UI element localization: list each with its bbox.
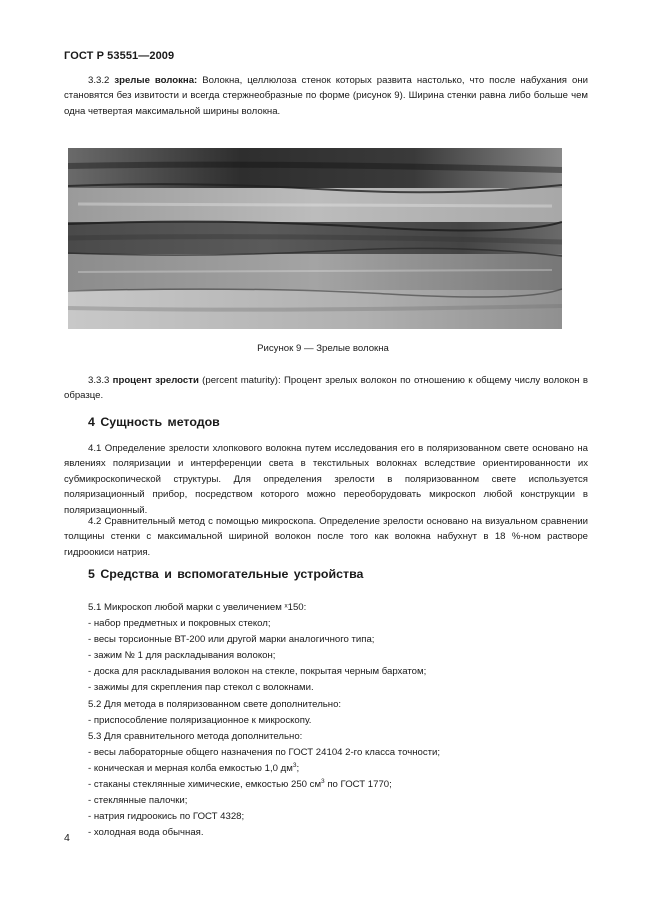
paragraph-4-2: 4.2 Сравнительный метод с помощью микроскопа. Определение зрелости основано на визуальном сравнении толщины стенки с максимальной шириной волокон после того как волокна набухнут в 18 %-ном растворе гидроокиси натрия. [64,516,588,558]
list-item: - набор предметных и покровных стекол; [88,618,271,630]
list-item: - весы лабораторные общего назначения по ГОСТ 24104 2-го класса точности; [88,746,441,758]
clause-text: Волокна, целлюлоза стенок которых развита настолько, что после набухания они становятся без извитости и всегда стержнеобразные по форме (рисунок 9). Ширина стенки равна либо больше чем одна четвертая максимальной ширины волокна. [64,75,588,117]
list-item: - стеклянные палочки; [88,795,188,807]
list-item: - зажим № 1 для раскладывания волокон; [88,650,276,662]
figure-caption: Рисунок 9 — Зрелые волокна [257,343,389,354]
clause-3-3-2 [64,73,588,119]
page-number: 4 [64,832,70,844]
clause-term: процент зрелости [112,375,199,386]
list-item-text: - коническая и мерная колба емкостью 1,0 дм [88,762,293,774]
list-item: 5.3 Для сравнительного метода дополнительно: [88,730,303,742]
superscript: 3 [292,761,297,769]
superscript: 3 [321,778,325,786]
list-item: - доска для раскладывания волокон на стекле, покрытая черным бархатом; [88,666,427,678]
equipment-list [88,600,558,841]
list-item: - весы торсионные ВТ-200 или другой марки аналогичного типа; [88,634,375,646]
section-4-title: 4 Сущность методов [88,415,220,429]
clause-text: Процент зрелых волокон по отношению к общему числу волокон в образце. [64,375,588,402]
clause-number: 3.3.3 [88,375,110,386]
list-item: 5.2 Для метода в поляризованном свете дополнительно: [88,698,342,710]
list-item: 5.1 Микроскоп любой марки с увеличением ˣ150: [88,602,307,613]
list-item-text: - стаканы стеклянные химические, емкостью 250 см [88,779,322,791]
list-item: - зажимы для скрепления пар стекол с волокнами. [88,682,314,694]
clause-number: 3.3.2 [88,75,110,86]
list-item: - приспособление поляризационное к микроскопу. [88,714,312,726]
list-item: - натрия гидроокись по ГОСТ 4328; [88,811,245,823]
list-item-end: ; [296,762,300,774]
section-5-title: 5 Средства и вспомогательные устройства [88,567,364,581]
clause-term: зрелые волокна: [114,75,198,86]
list-item [88,777,558,793]
clause-term-note: (percent maturity): [202,375,281,386]
list-item [88,761,558,777]
clause-3-3-3 [64,373,588,404]
mature-fibers-figure [68,148,562,329]
paragraph-4-1: 4.1 Определение зрелости хлопкового волокна путем исследования его в поляризованном свете основано на явлениях поляризации и интерференции света в текстильных волокнах вследствие ориентированности их субмикроскопической структуры. Для определения зрелости в поляризованном свете используется поляризационный прибор, посредством которого можно переоборудовать микроскоп любой конструкции в поляризационный. [64,443,588,516]
standard-header: ГОСТ Р 53551—2009 [64,50,175,62]
list-item: - холодная вода обычная. [88,827,204,839]
list-item-end: по ГОСТ 1770; [324,779,392,791]
